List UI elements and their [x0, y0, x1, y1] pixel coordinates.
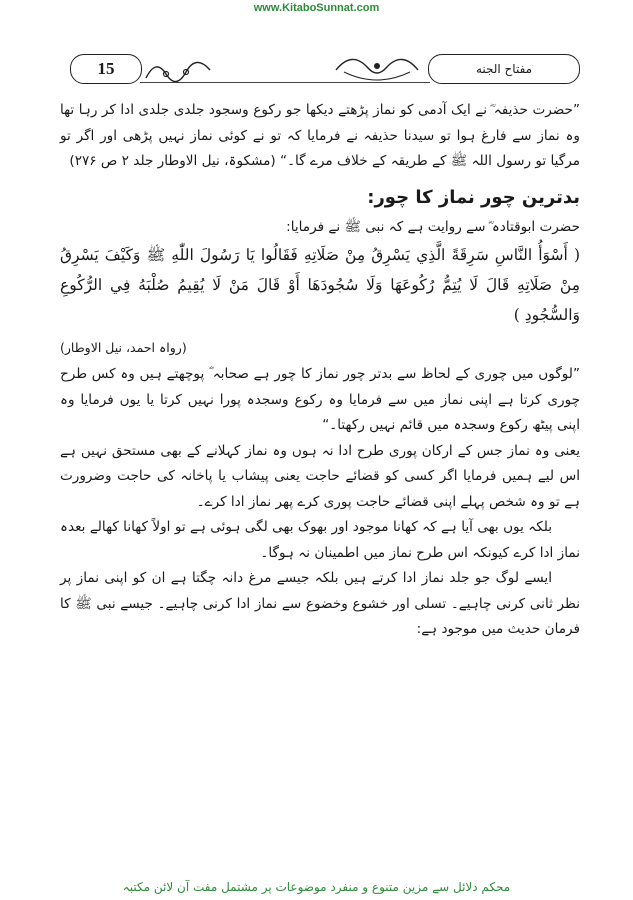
paragraph-translation: ”لوگوں میں چوری کے لحاظ سے بدتر چور نماز کا چور ہے صحابہ ؓ پوچھتے ہیں وہ کس طرح چوری کرتا ہے اپنی نماز میں سے فرمایا وہ رکوع وسجدہ پورا نہیں کرتا یا یوں فرمایا وہ اپنی پیٹھ رکوع وسجدہ میں قائم نہیں رکھتا۔“	[60, 366, 580, 433]
book-title: مفتاح الجنه	[428, 54, 580, 84]
arabic-hadith-text: ( أَسْوَأُ النَّاسِ سَرِقَةً الَّذِي يَسْرِقُ مِنْ صَلَاتِهِ فَقَالُوا يَا رَسُولَ اللّٰهِ ﷺ وَكَيْفَ يَسْرِقُ مِنْ صَلَاتِهِ قَالَ لَا يُتِمُّ رُكُوعَهَا وَلَا سُجُودَهَا أَوْ قَالَ مَنْ لَا يُقِيمُ صُلْبَهُ فِي الرُّكُوعِ وَالسُّجُودِ )	[60, 246, 580, 324]
site-url[interactable]: www.KitaboSunnat.com	[253, 2, 380, 14]
paragraph-advice: ایسے لوگ جو جلد نماز ادا کرتے ہیں بلکہ جیسے مرغ دانہ چگتا ہے ان کو اپنی نماز پر نظر ثانی کرنی چاہیے۔ تسلی اور خشوع وخضوع سے نماز ادا کرنی چاہیے۔ جیسے نبی ﷺ کا فرمان حدیث میں موجود ہے:	[60, 570, 580, 637]
page-header	[70, 48, 580, 92]
paragraph-hadith-hudhaifa: ”حضرت حذیفہ ؓ نے ایک آدمی کو نماز پڑھتے دیکھا جو رکوع وسجود جلدی جلدی ادا کر رہا تھا وہ نماز سے فارغ ہوا تو سیدنا حذیفہ نے فرمایا کہ تو نے کوئی نماز نہیں پڑھی اور اگر تو مرگیا تو رسول اللہ ﷺ کے طریقہ کے خلاف مرے گا۔“ (مشکوۃ، نیل الاوطار جلد ۲ ص ۲۷۶)	[60, 102, 580, 169]
paragraph-food: بلکہ یوں بھی آیا ہے کہ کھانا موجود اور بھوک بھی لگی ہوئی ہے تو اولاً کھانا کھالے بعدہ نماز ادا کرے کیونکہ اس طرح نماز میں اطمینان نہ ہوگا۔	[60, 519, 580, 561]
header-rule	[140, 82, 430, 83]
section-heading: بدترین چور نماز کا چور:	[367, 186, 580, 208]
footer-text: محکم دلائل سے مزین متنوع و منفرد موضوعات پر مشتمل مفت آن لائن مکتبہ	[122, 880, 511, 894]
paragraph-explanation: یعنی وہ نماز جس کے ارکان پوری طرح ادا نہ ہوں وہ نماز کہلانے کے بھی مستحق نہیں ہے اس لیے ہمیں فرمایا اگر کسی کو قضائے حاجت یعنی پیشاب یا پاخانہ کی حاجت وضرورت ہے تو وہ شخص پہلے اپنی قضائے حاجت پوری کرے پھر نماز ادا کرے۔	[60, 442, 580, 510]
hadith-reference: (رواہ احمد، نیل الاوطار)	[60, 340, 187, 355]
paragraph-narration: حضرت ابوقتادہ ؓ سے روایت ہے کہ نبی ﷺ نے فرمایا:	[286, 218, 580, 235]
page-number: 15	[70, 54, 142, 84]
page-content	[60, 98, 580, 643]
